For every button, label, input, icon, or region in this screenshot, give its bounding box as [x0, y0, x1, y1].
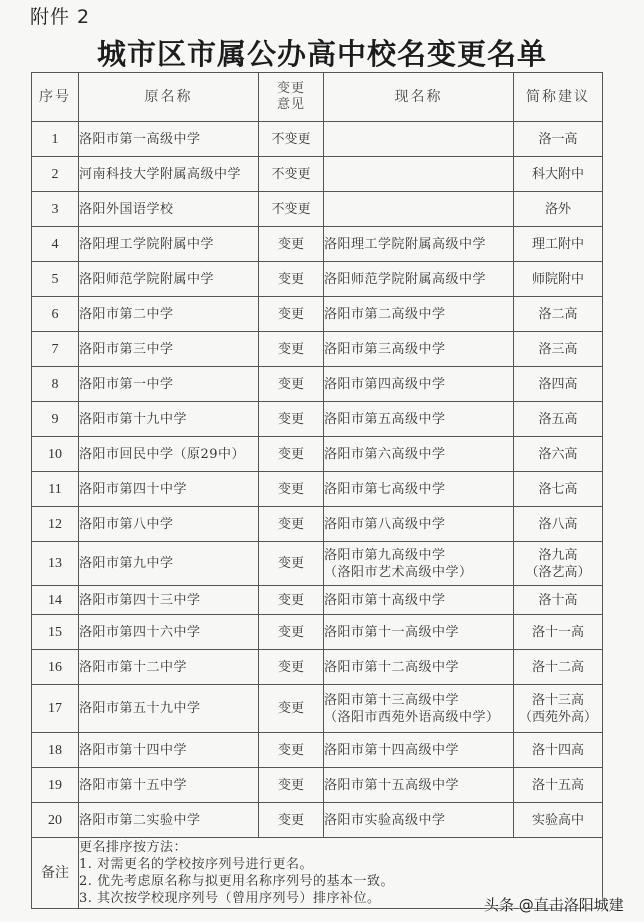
page-title: 城市区市属公办高中校名变更名单: [96, 37, 547, 71]
cell-new-name: [324, 367, 514, 402]
header-original-name: 原名称: [79, 73, 259, 122]
table-row: [32, 650, 603, 685]
abbreviation-line1: 实验高中: [531, 812, 584, 828]
cell-no: 10: [32, 437, 79, 472]
cell-opinion: 变更: [259, 472, 324, 507]
table-row: [32, 437, 603, 472]
abbreviation-line1: 洛十三高: [531, 692, 584, 708]
cell-abbreviation: [514, 262, 603, 297]
cell-abbreviation: [514, 615, 603, 650]
abbreviation-line1: 洛七高: [538, 481, 578, 497]
table-row: [32, 332, 603, 367]
notes-line: 1. 对需更名的学校按序列号进行更名。: [79, 857, 314, 872]
cell-no: 8: [32, 367, 79, 402]
table-row: [32, 367, 603, 402]
abbreviation-line2: （西苑外高）: [518, 709, 597, 725]
cell-no: 20: [32, 803, 79, 838]
cell-original-name: 洛阳理工学院附属中学: [79, 227, 259, 262]
cell-abbreviation: [514, 586, 603, 615]
cell-no: 1: [32, 122, 79, 157]
abbreviation-line1: 洛五高: [538, 411, 578, 427]
cell-opinion: 变更: [259, 262, 324, 297]
cell-original-name: 洛阳市第一中学: [79, 367, 259, 402]
cell-original-name: 洛阳市第八中学: [79, 507, 259, 542]
cell-no: 14: [32, 586, 79, 615]
cell-new-name: [324, 685, 514, 733]
table-row: [32, 122, 603, 157]
new-name-line1: 洛阳市第十四高级中学: [324, 742, 460, 758]
cell-new-name: [324, 507, 514, 542]
cell-no: 12: [32, 507, 79, 542]
new-name-line2: （洛阳市西苑外语高级中学）: [324, 709, 500, 725]
cell-abbreviation: [514, 402, 603, 437]
cell-opinion: 变更: [259, 650, 324, 685]
new-name-line1: 洛阳市第十一高级中学: [324, 624, 460, 640]
abbreviation-line1: 洛十高: [538, 592, 578, 608]
table-header-row: [32, 73, 603, 122]
cell-no: 18: [32, 733, 79, 768]
cell-opinion: 变更: [259, 615, 324, 650]
new-name-line1: 洛阳市第十五高级中学: [324, 777, 460, 793]
cell-new-name: [324, 650, 514, 685]
abbreviation-line1: 洛三高: [538, 341, 578, 357]
cell-opinion: 变更: [259, 685, 324, 733]
cell-new-name: [324, 227, 514, 262]
cell-no: 7: [32, 332, 79, 367]
table-row: [32, 768, 603, 803]
cell-no: 13: [32, 542, 79, 586]
cell-no: 11: [32, 472, 79, 507]
new-name-line2: （洛阳市艺术高级中学）: [324, 564, 473, 580]
table-row: [32, 297, 603, 332]
cell-new-name: [324, 297, 514, 332]
cell-abbreviation: [514, 157, 603, 192]
cell-original-name: 洛阳外国语学校: [79, 192, 259, 227]
cell-no: 15: [32, 615, 79, 650]
cell-abbreviation: [514, 227, 603, 262]
cell-original-name: 洛阳市第二实验中学: [79, 803, 259, 838]
cell-new-name: [324, 157, 514, 192]
cell-no: 19: [32, 768, 79, 803]
abbreviation-line1: 洛一高: [538, 131, 578, 147]
cell-opinion: 变更: [259, 803, 324, 838]
cell-original-name: 洛阳市回民中学（原29中）: [79, 437, 259, 472]
cell-abbreviation: [514, 768, 603, 803]
abbreviation-line1: 洛二高: [538, 306, 578, 322]
cell-new-name: [324, 122, 514, 157]
cell-no: 3: [32, 192, 79, 227]
cell-opinion: 变更: [259, 768, 324, 803]
new-name-line1: 洛阳市实验高级中学: [324, 812, 446, 828]
cell-opinion: 变更: [259, 367, 324, 402]
header-opinion: [259, 73, 324, 122]
cell-opinion: 变更: [259, 733, 324, 768]
table-row: [32, 402, 603, 437]
cell-opinion: 变更: [259, 437, 324, 472]
cell-abbreviation: [514, 733, 603, 768]
table-row: [32, 192, 603, 227]
new-name-line1: 洛阳市第三高级中学: [324, 341, 446, 357]
abbreviation-line1: 科大附中: [531, 166, 584, 182]
cell-opinion: 变更: [259, 297, 324, 332]
cell-opinion: 不变更: [259, 192, 324, 227]
cell-original-name: 洛阳市第九中学: [79, 542, 259, 586]
new-name-line1: 洛阳市第八高级中学: [324, 516, 446, 532]
cell-new-name: [324, 402, 514, 437]
cell-new-name: [324, 437, 514, 472]
new-name-line1: 洛阳理工学院附属高级中学: [324, 236, 487, 252]
table-row: [32, 157, 603, 192]
new-name-line1: 洛阳市第二高级中学: [324, 306, 446, 322]
cell-no: 9: [32, 402, 79, 437]
cell-original-name: 洛阳市第四十中学: [79, 472, 259, 507]
abbreviation-line1: 洛六高: [538, 446, 578, 462]
notes-line: 2. 优先考虑原名称与拟更用名称序列号的基本一致。: [79, 874, 395, 889]
table-row: [32, 262, 603, 297]
cell-no: 6: [32, 297, 79, 332]
cell-opinion: 变更: [259, 402, 324, 437]
new-name-line1: 洛阳市第九高级中学: [324, 547, 446, 563]
cell-new-name: [324, 586, 514, 615]
cell-abbreviation: [514, 367, 603, 402]
header-no: 序号: [32, 73, 79, 122]
cell-new-name: [324, 332, 514, 367]
table-row: [32, 615, 603, 650]
cell-original-name: 洛阳市第四十六中学: [79, 615, 259, 650]
notes-line: 更名排序按方法：: [79, 840, 188, 855]
cell-new-name: [324, 192, 514, 227]
cell-abbreviation: [514, 437, 603, 472]
cell-new-name: [324, 615, 514, 650]
cell-original-name: 洛阳市第五十九中学: [79, 685, 259, 733]
abbreviation-line1: 洛八高: [538, 516, 578, 532]
cell-original-name: 洛阳市第三中学: [79, 332, 259, 367]
notes-label: 备注: [32, 838, 79, 909]
abbreviation-line1: 洛十四高: [531, 742, 584, 758]
cell-abbreviation: [514, 297, 603, 332]
cell-abbreviation: [514, 685, 603, 733]
abbreviation-line1: 洛四高: [538, 376, 578, 392]
abbreviation-line1: 洛外: [544, 201, 571, 217]
cell-original-name: 洛阳师范学院附属中学: [79, 262, 259, 297]
cell-original-name: 洛阳市第十二中学: [79, 650, 259, 685]
table-row: [32, 227, 603, 262]
cell-abbreviation: [514, 472, 603, 507]
cell-original-name: 洛阳市第十九中学: [79, 402, 259, 437]
abbreviation-line1: 洛九高: [538, 547, 578, 563]
cell-no: 16: [32, 650, 79, 685]
cell-opinion: 变更: [259, 332, 324, 367]
abbreviation-line1: 洛十二高: [531, 659, 584, 675]
new-name-line1: 洛阳市第十三高级中学: [324, 692, 460, 708]
cell-opinion: 变更: [259, 542, 324, 586]
table-row: [32, 803, 603, 838]
cell-opinion: 变更: [259, 507, 324, 542]
abbreviation-line1: 师院附中: [531, 271, 584, 287]
cell-new-name: [324, 472, 514, 507]
cell-abbreviation: [514, 507, 603, 542]
cell-original-name: 洛阳市第四十三中学: [79, 586, 259, 615]
abbreviation-line1: 洛十五高: [531, 777, 584, 793]
abbreviation-line1: 理工附中: [531, 236, 584, 252]
new-name-line1: 洛阳市第十二高级中学: [324, 659, 460, 675]
cell-new-name: [324, 768, 514, 803]
cell-abbreviation: [514, 803, 603, 838]
table-row: [32, 733, 603, 768]
cell-no: 4: [32, 227, 79, 262]
header-abbreviation: 简称建议: [514, 73, 603, 122]
cell-new-name: [324, 733, 514, 768]
cell-original-name: 洛阳市第十四中学: [79, 733, 259, 768]
attachment-label: 附件 2: [30, 6, 91, 28]
cell-original-name: 河南科技大学附属高级中学: [79, 157, 259, 192]
new-name-line1: 洛阳市第五高级中学: [324, 411, 446, 427]
cell-no: 17: [32, 685, 79, 733]
table-row: [32, 685, 603, 733]
cell-abbreviation: [514, 332, 603, 367]
cell-opinion: 变更: [259, 586, 324, 615]
cell-original-name: 洛阳市第二中学: [79, 297, 259, 332]
new-name-line1: 洛阳市第十高级中学: [324, 592, 446, 608]
table-row: [32, 507, 603, 542]
new-name-line1: 洛阳师范学院附属高级中学: [324, 271, 487, 287]
header-new-name: 现名称: [324, 73, 514, 122]
notes-line: 3. 其次按学校现序列号（曾用序列号）排序补位。: [79, 891, 381, 906]
cell-original-name: 洛阳市第一高级中学: [79, 122, 259, 157]
cell-abbreviation: [514, 650, 603, 685]
cell-no: 2: [32, 157, 79, 192]
new-name-line1: 洛阳市第四高级中学: [324, 376, 446, 392]
cell-new-name: [324, 803, 514, 838]
new-name-line1: 洛阳市第七高级中学: [324, 481, 446, 497]
cell-opinion: 变更: [259, 227, 324, 262]
cell-new-name: [324, 542, 514, 586]
header-opinion-line2: 意见: [276, 97, 305, 112]
table-row: [32, 586, 603, 615]
cell-no: 5: [32, 262, 79, 297]
abbreviation-line2: （洛艺高）: [525, 564, 591, 580]
cell-original-name: 洛阳市第十五中学: [79, 768, 259, 803]
table-row: [32, 542, 603, 586]
cell-abbreviation: [514, 192, 603, 227]
header-opinion-line1: 变更: [276, 81, 305, 96]
cell-abbreviation: [514, 542, 603, 586]
new-name-line1: 洛阳市第六高级中学: [324, 446, 446, 462]
source-watermark: 头条 @直击洛阳城建: [484, 896, 624, 914]
table-row: [32, 472, 603, 507]
cell-abbreviation: [514, 122, 603, 157]
cell-new-name: [324, 262, 514, 297]
abbreviation-line1: 洛十一高: [531, 624, 584, 640]
cell-opinion: 不变更: [259, 122, 324, 157]
school-rename-table: [31, 72, 603, 909]
cell-opinion: 不变更: [259, 157, 324, 192]
